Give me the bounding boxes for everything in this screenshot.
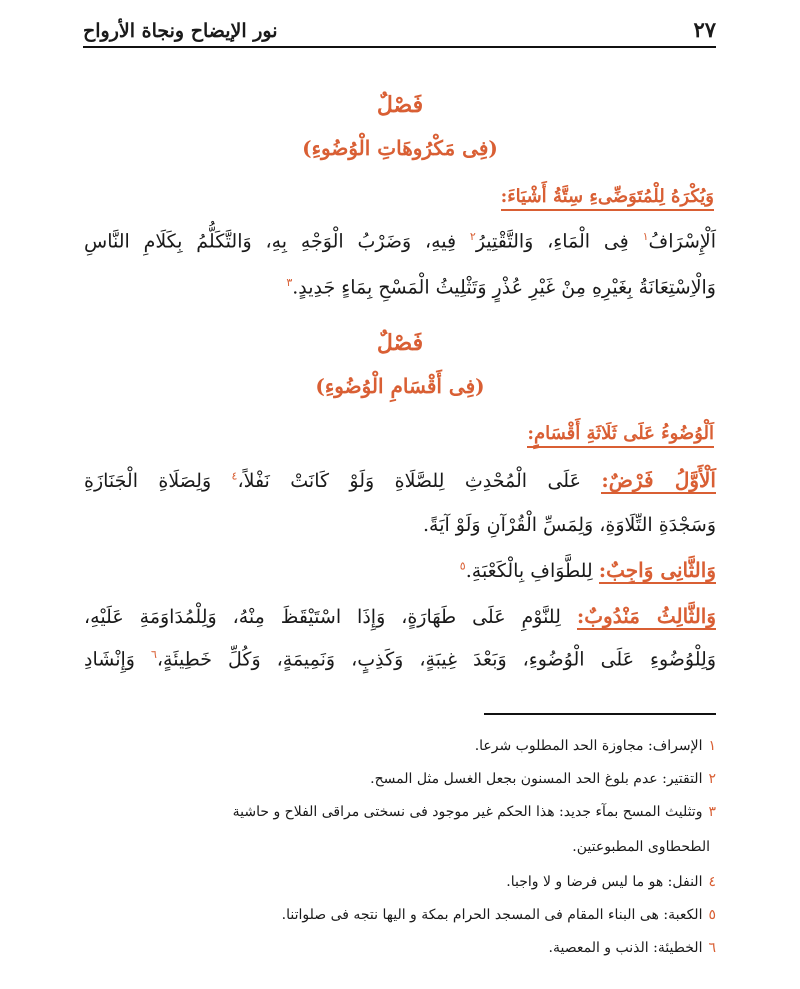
third-type-line2 [84,648,716,670]
third-type-line2-text: وَلِلْوُضُوءِ عَلَى الْوُضُوءِ، وَبَعْدَ غِيبَةٍ، وَكَذِبٍ، وَنَمِيمَةٍ، وَكُلِّ خَطِيئَةٍ، [156,648,716,671]
footnote-3 [84,804,716,820]
footnote-ref-3: ٣ [286,276,293,289]
section2-subheading: (فِى أَقْسَامِ الْوُضُوءِ) [315,374,485,398]
section1-line1 [84,230,716,252]
section1-label: وَيُكْرَهُ لِلْمُتَوَضِّىءِ سِتَّةُ أَشْيَاءَ: [501,186,714,211]
section2-label: اَلْوُضُوءُ عَلَى ثَلَاثَةِ أَقْسَامٍ: [527,423,714,448]
footnote-number: ١ [708,738,716,754]
first-type-line1 [84,468,716,492]
footnote-6 [84,940,716,956]
footnote-text: الكعبة: هى البناء المقام فى المسجد الحرام بمكة و اليها نتجه فى صلواتنا. [281,907,703,923]
footnote-text: التقتير: عدم بلوغ الحد المسنون بجعل الغسل مثل المسح. [370,771,703,787]
second-type-keyword: وَالثَّانِى وَاجِبٌ: [598,558,716,582]
third-type-line2-end: وَإِنْشَادِ [84,648,135,671]
second-type-line [84,558,716,582]
first-type-text-b: وَلِصَلَاةِ الْجَنَازَةِ [84,470,212,492]
footnote-1 [84,738,716,754]
first-type-keyword: اَلْأَوَّلُ فَرْضٌ: [601,468,716,492]
first-type-text: عَلَى الْمُحْدِثِ لِلصَّلَاةِ وَلَوْ كَانَتْ نَفْلاً، [237,470,581,492]
third-type-keyword: وَالثَّالِثُ مَنْدُوبٌ: [576,604,717,628]
footnote-number: ٦ [708,940,716,956]
footnote-text: وتثليث المسح بمآء جديد: هذا الحكم غير موجود فى نسختى مراقى الفلاح و حاشية [232,804,703,820]
running-title: نور الإيضاح ونجاة الأرواح [83,20,278,42]
footnote-ref-1: ١ [642,230,649,243]
first-type-line2: وَسَجْدَةِ التِّلَاوَةِ، وَلِمَسِّ الْقُرْآنِ وَلَوْ آيَةً. [422,514,716,536]
section1-line1-c: فِيهِ، وَضَرْبُ الْوَجْهِ بِهِ، وَالتَّكَلُّمُ بِكَلَامِ النَّاسِ [84,230,457,253]
footnote-ref-2: ٢ [469,230,476,243]
page-number: ٢٧ [693,17,716,42]
section1-subheading: (فِى مَكْرُوهَاتِ الْوُضُوءِ) [302,136,498,160]
footnote-4 [84,874,716,890]
section1-line1-b: فِى الْمَاءِ، وَالتَّقْتِيرُ [475,230,629,253]
footnote-5 [84,907,716,923]
footnote-text: الإسراف: مجاوزة الحد المطلوب شرعا. [474,738,703,754]
footnote-ref-6: ٦ [150,648,157,661]
section1-line2 [84,276,716,298]
footnote-ref-5: ٥ [459,559,466,573]
section1-line2-text: وَالْاِسْتِعَانَةُ بِغَيْرِهِ مِنْ غَيْرِ عُذْرٍ وَتَثْلِيثُ الْمَسْحِ بِمَاءٍ جَدِيدٍ. [292,276,716,299]
footnote-text: النفل: هو ما ليس فرضا و لا واجبا. [506,874,703,890]
third-type-text: لِلنَّوْمِ عَلَى طَهَارَةٍ، وَإِذَا اسْتَيْقَظَ مِنْهُ، وَلِلْمُدَاوَمَةِ عَلَيْهِ، [84,606,561,628]
section2-heading: فَصْلٌ [376,330,424,356]
second-type-text: لِلطَّوَافِ بِالْكَعْبَةِ. [465,560,593,582]
footnote-number: ٥ [708,907,716,923]
footnote-ref-4: ٤ [231,469,238,483]
footnote-divider [484,713,716,715]
footnote-number: ٢ [708,771,716,787]
footnote-text: الخطيئة: الذنب و المعصية. [548,940,703,956]
footnote-text: الطحطاوى المطبوعتين. [572,839,710,855]
third-type-line1 [84,604,716,628]
page-header [83,14,716,48]
footnote-number: ٣ [708,804,716,820]
footnote-3-cont [84,839,716,855]
footnote-2 [84,771,716,787]
israf-word: اَلْإِسْرَافُ [648,230,716,253]
section1-heading: فَصْلٌ [376,92,424,118]
footnote-number: ٤ [708,874,716,890]
